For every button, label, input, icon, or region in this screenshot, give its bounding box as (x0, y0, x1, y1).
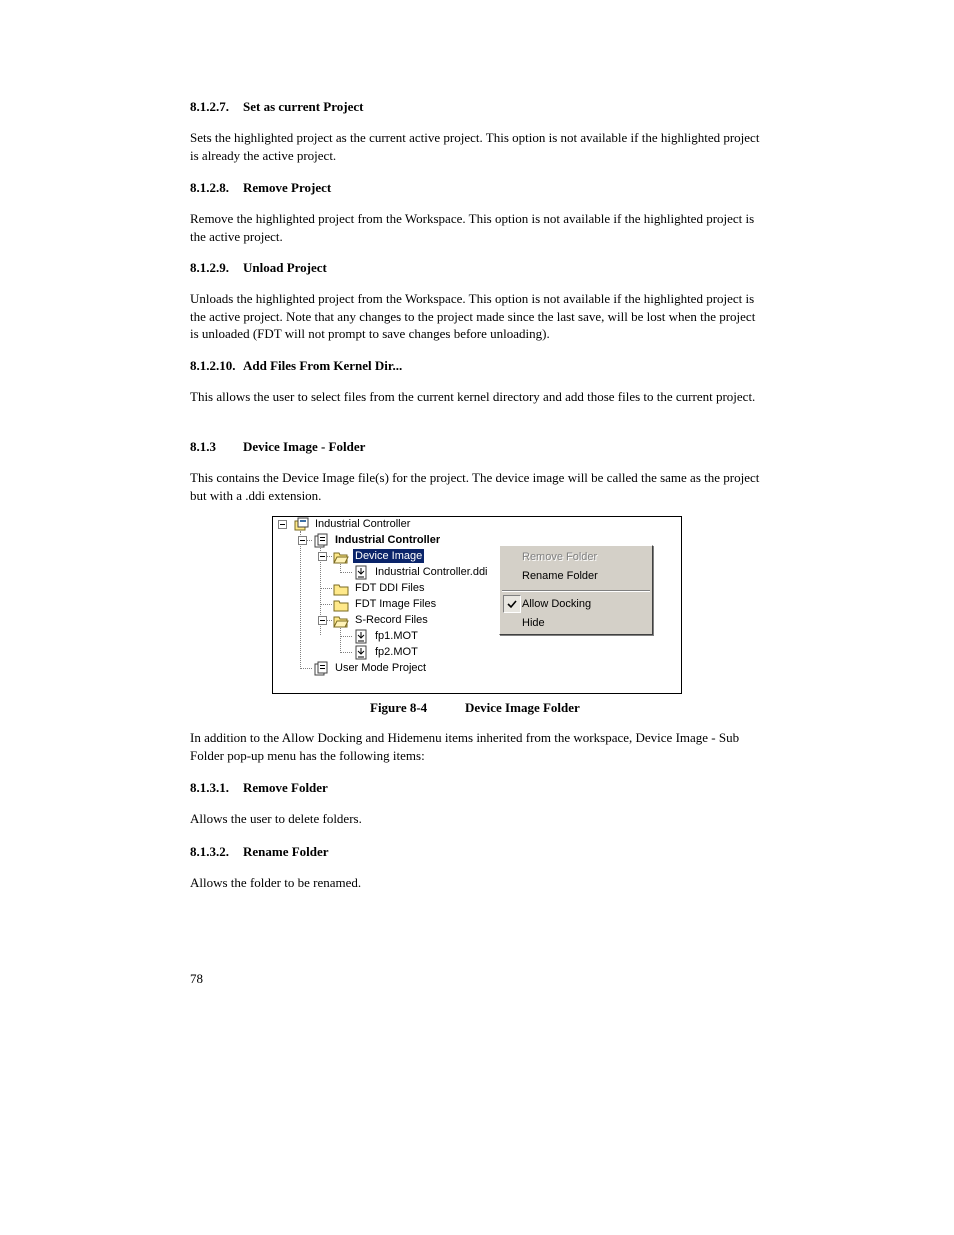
heading-8-1-2-8: 8.1.2.8. Remove Project (190, 180, 332, 195)
heading-8-1-2-9: 8.1.2.9. Unload Project (190, 260, 327, 275)
tree-item-workspace[interactable]: Industrial Controller (315, 518, 411, 530)
menu-item-remove-folder[interactable]: Remove Folder (522, 551, 598, 563)
menu-item-allow-docking[interactable]: Allow Docking (522, 598, 592, 610)
project-icon (313, 661, 329, 677)
paragraph-add-files-kernel: This allows the user to select files from the current kernel directory and add those files to the current project. (190, 389, 756, 404)
collapse-project-toggle[interactable] (298, 536, 307, 545)
context-menu (499, 545, 653, 635)
menu-item-rename-folder[interactable]: Rename Folder (522, 570, 598, 582)
paragraph-popup-menu-items: In addition to the Allow Docking and Hidemenu items inherited from the workspace, Device Image - Sub Folder pop-up menu has the following items: (190, 730, 740, 763)
collapse-workspace-toggle[interactable] (278, 520, 287, 529)
heading-8-1-2-10: 8.1.2.10. Add Files From Kernel Dir... (190, 358, 403, 373)
project-icon (313, 533, 329, 549)
menu-item-hide[interactable]: Hide (522, 617, 545, 629)
tree-item-fdt-image-files[interactable]: FDT Image Files (355, 598, 437, 610)
heading-8-1-3: 8.1.3 Device Image - Folder (190, 439, 366, 454)
menu-separator (502, 590, 650, 592)
figure-label: Figure 8-4 (370, 700, 428, 715)
heading-8-1-3-1: 8.1.3.1. Remove Folder (190, 780, 328, 795)
mot-file-icon (353, 645, 369, 661)
workspace-icon (293, 517, 309, 533)
heading-8-1-2-7: 8.1.2.7. Set as current Project (190, 99, 364, 114)
folder-icon (333, 597, 349, 613)
tree-item-srecord-files[interactable]: S-Record Files (355, 614, 428, 626)
paragraph-device-image-folder: This contains the Device Image file(s) for the project. The device image will be called the same as the project but with a .ddi extension. (190, 470, 760, 503)
paragraph-unload-project: Unloads the highlighted project from the Workspace. This option is not available if the highlighted project is the active project. Note that any changes to the project made since the last save, will be lost when the project is unloaded (FDT will not prompt to save changes before unloading). (190, 291, 756, 341)
paragraph-remove-folder: Allows the user to delete folders. (190, 811, 362, 826)
tree-item-user-mode-project[interactable]: User Mode Project (335, 662, 427, 674)
tree-item-device-image[interactable]: Device Image (355, 550, 423, 562)
ddi-file-icon (353, 565, 369, 581)
folder-open-icon (333, 613, 349, 629)
folder-open-icon (333, 549, 349, 565)
paragraph-remove-project: Remove the highlighted project from the Workspace. This option is not available if the highlighted project is the active project. (190, 211, 755, 244)
collapse-device-image-toggle[interactable] (318, 552, 327, 561)
device-image-figure (272, 516, 682, 694)
allow-docking-checkbox[interactable] (503, 595, 521, 613)
page-number: 78 (190, 971, 203, 986)
collapse-srecord-toggle[interactable] (318, 616, 327, 625)
checkmark-icon (504, 596, 520, 612)
tree-item-project[interactable]: Industrial Controller (335, 534, 441, 546)
figure-caption: Device Image Folder (465, 700, 580, 715)
tree-item-fp1[interactable]: fp1.MOT (375, 630, 418, 642)
tree-item-ddi-file[interactable]: Industrial Controller.ddi (375, 566, 488, 578)
heading-8-1-3-2: 8.1.3.2. Rename Folder (190, 844, 329, 859)
mot-file-icon (353, 629, 369, 645)
tree-item-fp2[interactable]: fp2.MOT (375, 646, 418, 658)
paragraph-set-current-project: Sets the highlighted project as the current active project. This option is not available if the highlighted project is already the active project. (190, 130, 760, 163)
paragraph-rename-folder: Allows the folder to be renamed. (190, 875, 362, 890)
folder-icon (333, 581, 349, 597)
tree-item-fdt-ddi-files[interactable]: FDT DDI Files (355, 582, 425, 594)
